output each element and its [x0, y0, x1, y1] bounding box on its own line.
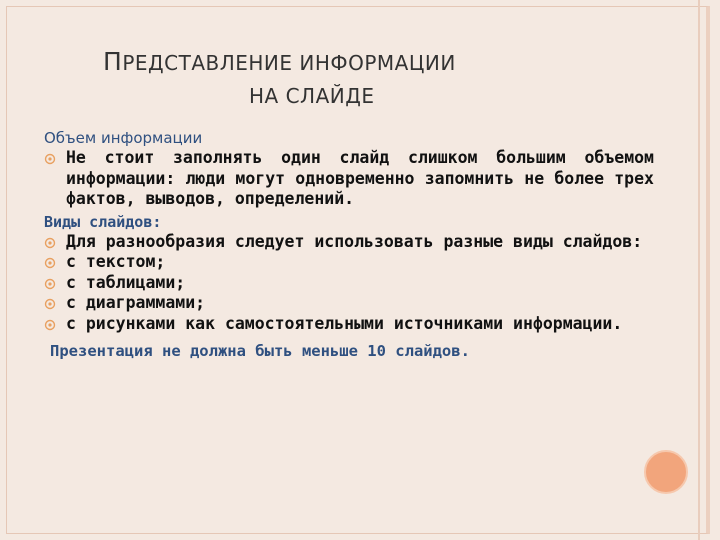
types-bullet-text: с текстом; [66, 252, 166, 271]
sun-bullet-icon [44, 257, 56, 269]
types-bullet-text: с таблицами; [66, 272, 186, 292]
sun-bullet-icon [44, 153, 56, 165]
footer-note: Презентация не должна быть меньше 10 слайдов. [50, 342, 470, 360]
decorative-circle [644, 450, 688, 494]
slide-edge-line [698, 0, 700, 540]
list-item [44, 148, 654, 210]
slide-content [44, 128, 654, 362]
slide-title-line2: НА СЛАЙДЕ [249, 84, 375, 108]
title-line1-text: РЕДСТАВЛЕНИЕ ИНФОРМАЦИИ [122, 51, 456, 75]
list-item [44, 252, 654, 273]
slide-title-line1 [103, 47, 623, 76]
sun-bullet-icon [44, 237, 56, 249]
list-item [44, 293, 654, 314]
sun-bullet-icon [44, 319, 56, 331]
list-item [44, 273, 654, 294]
volume-bullet-text: Не стоит заполнять один слайд слишком большим объемом информации: люди могут одновременно запомнить не более трех фактов, выводов, определений. [66, 148, 654, 208]
sun-bullet-icon [44, 298, 56, 310]
types-bullet-text: Для разнообразия следует использовать разные виды слайдов: [66, 231, 643, 251]
list-item [44, 314, 654, 335]
types-heading: Виды слайдов: [44, 212, 162, 231]
sun-bullet-icon [44, 278, 56, 290]
volume-heading: Объем информации [44, 129, 203, 147]
types-bullet-text: с рисунками как самостоятельными источниками информации. [66, 313, 623, 333]
title-first-letter: П [103, 47, 123, 76]
types-bullet-text: с диаграммами; [66, 293, 206, 312]
list-item [44, 232, 654, 253]
